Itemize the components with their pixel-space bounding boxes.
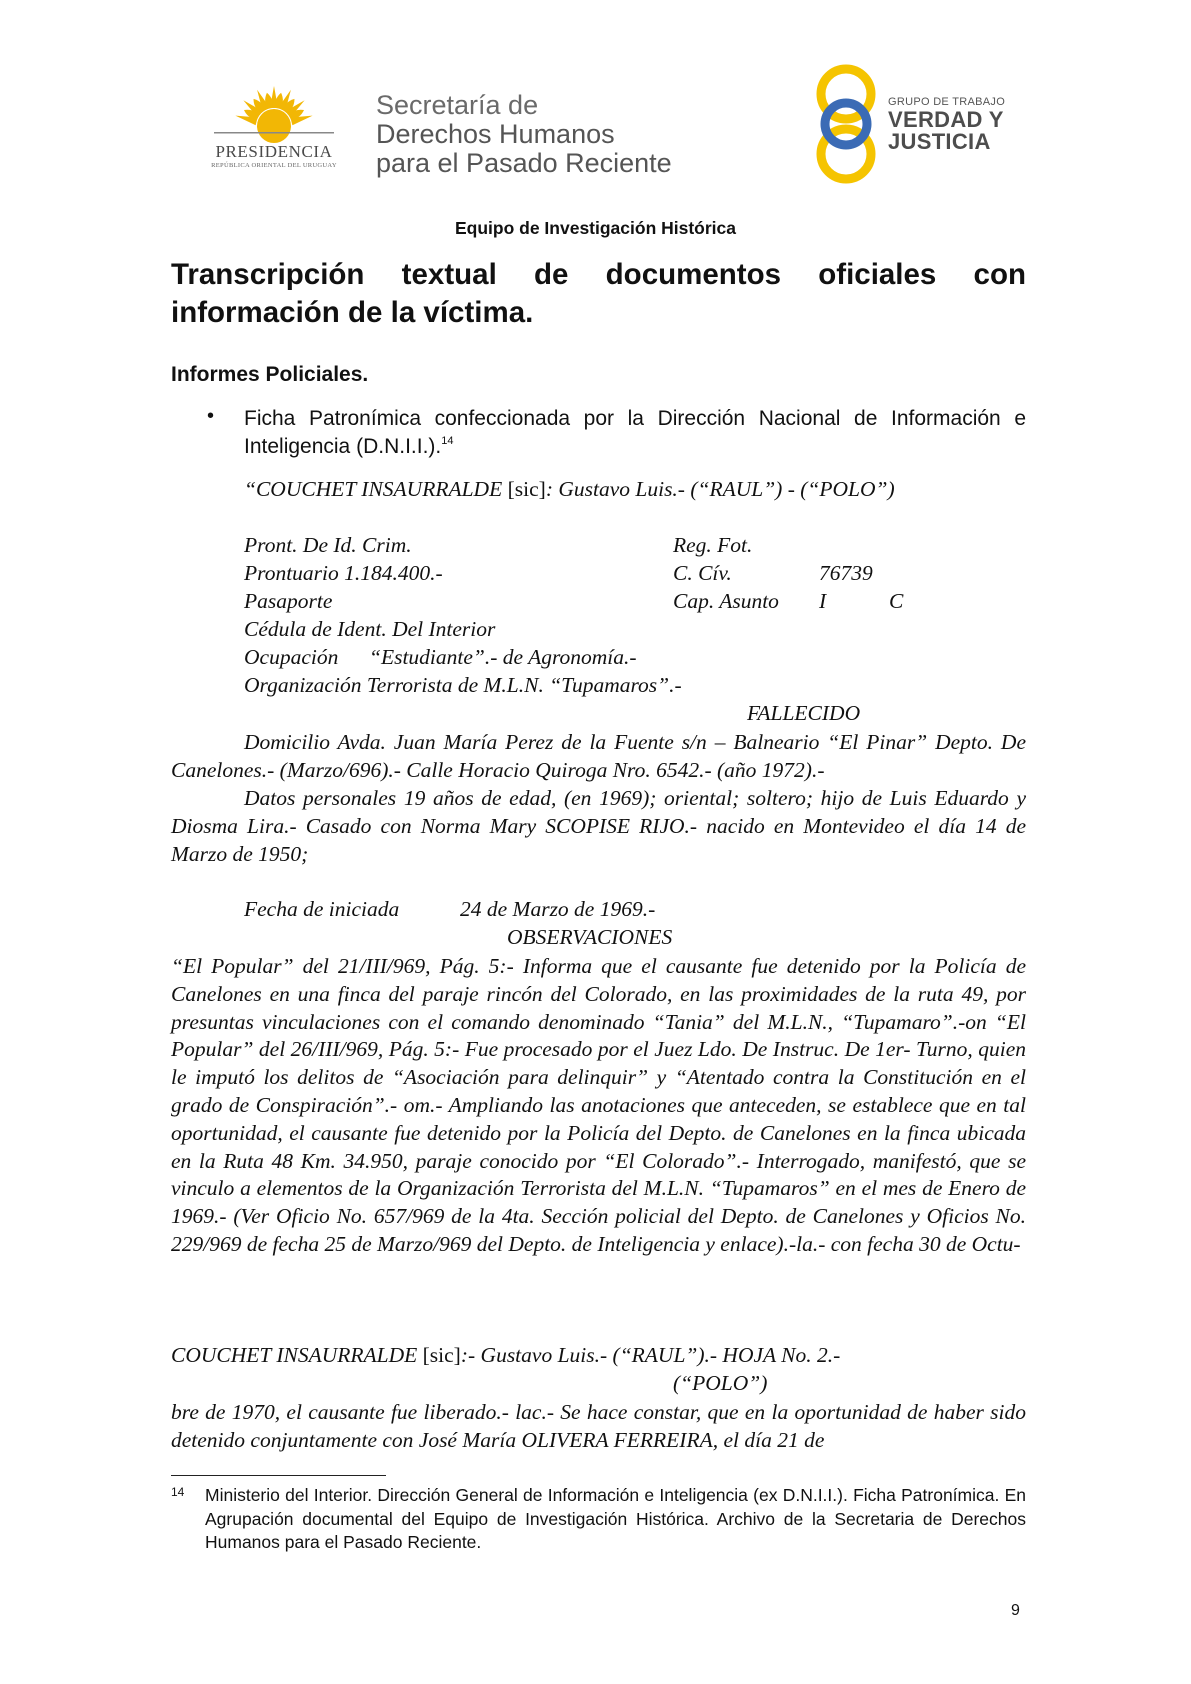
page-number: 9 [1011, 1602, 1020, 1619]
gt-line-3: JUSTICIA [888, 129, 991, 154]
record-heading-rest: : Gustavo Luis.- (“RAUL”) - (“POLO”) [545, 477, 895, 501]
fecha-label: Fecha de iniciada [244, 897, 400, 921]
team-name: Equipo de Investigación Histórica [454, 218, 737, 238]
record-heading-name: “COUCHET INSAURRALDE [244, 477, 508, 501]
gt-line-1: GRUPO DE TRABAJO [888, 96, 1006, 108]
cap-value-1: I [819, 589, 827, 613]
secretaria-line-1: Secretaría de [376, 90, 539, 120]
page2-polo: (“POLO”) [673, 1371, 768, 1395]
cap-value-2: C [889, 589, 904, 613]
bullet-item [244, 405, 1026, 461]
secretaria-line-2: Derechos Humanos [376, 119, 615, 149]
cedula: Cédula de Ident. Del Interior [244, 617, 496, 641]
record-heading-sic: [sic] [507, 477, 546, 501]
ocupacion-value: “Estudiante”.- de Agronomía.- [369, 645, 637, 669]
observaciones-heading: OBSERVACIONES [507, 925, 673, 949]
verdad-justicia-logo-text [888, 95, 1005, 153]
secretaria-line-3: para el Pasado Reciente [376, 148, 672, 178]
fecha-value: 24 de Marzo de 1969.- [460, 897, 656, 921]
datos-personales: Datos personales 19 años de edad, (en 1969); oriental; soltero; hijo de Luis Eduardo y Diosma Lira.- Casado con Norma Mary SCOPISE RIJO.- nacido en Montevideo el día 14 de Marzo de 1950; [171, 786, 1026, 866]
section-heading: Informes Policiales. [171, 363, 369, 386]
ocupacion-label: Ocupación [244, 645, 339, 669]
footnote-number: 14 [171, 1485, 185, 1499]
pasaporte: Pasaporte [244, 589, 333, 613]
gt-line-2: VERDAD Y [888, 107, 1004, 132]
footnote-text: Ministerio del Interior. Dirección General de Información e Inteligencia (ex D.N.I.I.). Ficha Patronímica. En Agrupación documental del Equipo de Investigación Histórica. Archivo de la Secretaria de Derechos Humanos para el Pasado Reciente. [205, 1485, 1026, 1552]
fallecido: FALLECIDO [747, 701, 861, 725]
domicilio: Domicilio Avda. Juan María Perez de la Fuente s/n – Balneario “El Pinar” Depto. De Canelones.- (Marzo/696).- Calle Horacio Quiroga Nro. 6542.- (año 1972).- [171, 730, 1026, 782]
page2-heading-rest: :- Gustavo Luis.- (“RAUL”).- HOJA No. 2.- [460, 1343, 841, 1367]
presidencia-subtitle: REPÚBLICA ORIENTAL DEL URUGUAY [211, 162, 337, 169]
bullet-item-text: Ficha Patronímica confeccionada por la Dirección Nacional de Información e Inteligencia (D.N.I.I.). [244, 407, 1026, 458]
cap-label: Cap. Asunto [673, 589, 779, 613]
organizacion: Organización Terrorista de M.L.N. “Tupamaros”.- [244, 673, 682, 697]
cciv-value: 76739 [819, 561, 873, 585]
page2-heading [171, 1343, 840, 1368]
footnote-separator [171, 1475, 386, 1476]
prontuario: Prontuario 1.184.400.- [244, 561, 443, 585]
presidencia-name: PRESIDENCIA [215, 142, 333, 161]
cciv-label: C. Cív. [673, 561, 732, 585]
document-title: Transcripción textual de documentos oficiales con información de la víctima. [171, 258, 1026, 329]
page2-heading-sic: [sic] [422, 1343, 461, 1367]
secretaria-logo-text [376, 91, 672, 178]
observaciones-text: “El Popular” del 21/III/969, Pág. 5:- Informa que el causante fue detenido por la Policía de Canelones en una finca del paraje rincón del Colorado, en las proximidades de la ruta 49, por presuntas vinculaciones con el comando denominado “Tania” del M.L.N., “Tupamaro”.-on “El Popular” del 26/III/969, Pág. 5:- Fue procesado por el Juez Ldo. De Instruc. De 1er- Turno, quien le imputó los delitos de “Asociación para delinquir” y “Atentado contra la Constitución en el grado de Conspiración”.- om.- Ampliando las anotaciones que anteceden, se establece que en tal oportunidad, el causante fue detenido por la Policía del Depto. de Canelones en la finca ubicada en la Ruta 48 Km. 34.950, paraje conocido por “El Colorado”.- Interrogado, manifestó, que se vinculo a elementos de la Organización Terrorista del M.L.N. “Tupamaros” en el mes de Enero de 1969.- (Ver Oficio No. 657/969 de la 4ta. Sección policial del Depto. de Canelones y Oficios No. 229/969 de fecha 25 de Marzo/969 del Depto. de Inteligencia y enlace).-la.- con fecha 30 de Octu- [171, 954, 1026, 1256]
bullet-symbol: • [207, 405, 215, 427]
footnote-reference[interactable]: 14 [441, 435, 454, 447]
record-heading [244, 477, 895, 502]
regfot-label: Reg. Fot. [673, 533, 753, 557]
pront-label: Pront. De Id. Crim. [244, 533, 412, 557]
continuation-text: bre de 1970, el causante fue liberado.- lac.- Se hace constar, que en la oportunidad de haber sido detenido conjuntamente con José María OLIVERA FERREIRA, el día 21 de [171, 1400, 1026, 1452]
page2-heading-name: COUCHET INSAURRALDE [171, 1343, 423, 1367]
